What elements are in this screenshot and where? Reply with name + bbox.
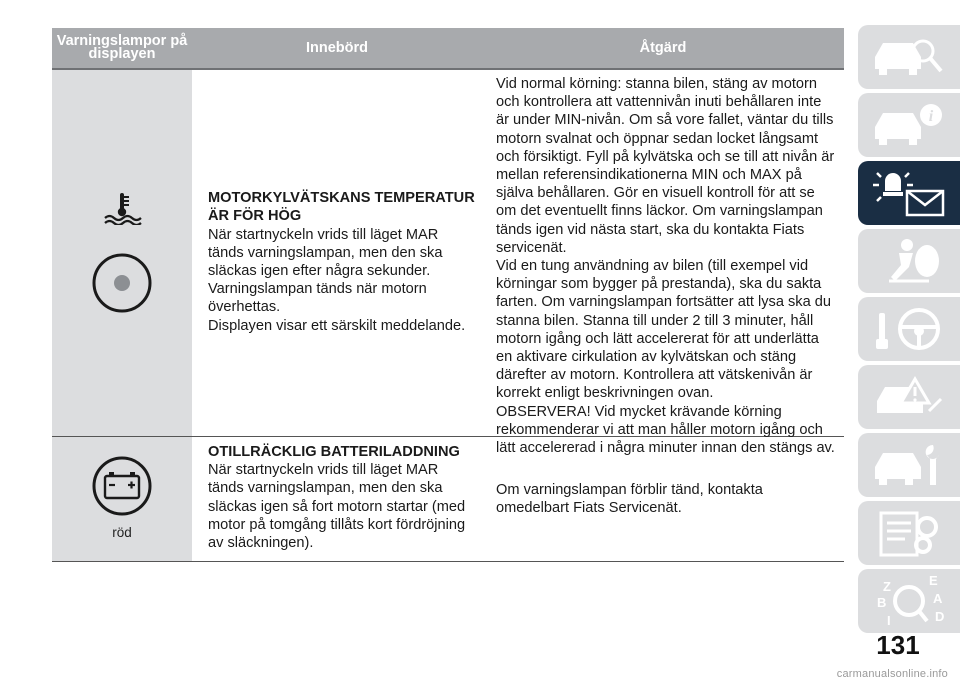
action-cell [482,437,844,561]
header-warning-lights: Varningslampor på displayen [56,33,188,62]
table-row-battery [52,437,844,562]
meaning-text: När startnyckeln vrids till läget MAR tänds varningslampan, men den ska släckas igen efter några sekunder. Varningslampan tänds när motorn överhettas. [208,226,443,316]
sidebar-tab-starting[interactable] [858,297,960,361]
meaning-cell [192,70,482,436]
table-header [52,28,844,70]
steering-wheel-start-icon [869,303,949,355]
svg-text:D: D [935,609,945,624]
action-text: Om varningslampan förblir tänd, kontakta omedelbart Fiats Servicenät. [496,481,763,516]
car-maintenance-icon [869,439,949,491]
battery-icon-wrap [90,454,154,523]
sidebar-tab-emergency[interactable] [858,365,960,429]
warning-light-message-icon [867,165,951,221]
sidebar-tab-safety[interactable] [858,229,960,293]
sidebar-tab-car-info[interactable] [858,93,960,157]
meaning-text: När startnyckeln vrids till läget MAR tänds varningslampan, men den ska släckas igen så fort motorn startar (med motor på tomgång tillåts kort fördröjning av släckningen). [208,462,466,552]
header-meaning: Innebörd [305,39,369,56]
header-action: Åtgärd [639,39,687,56]
meaning-text: Displayen visar ett särskilt meddelande. [208,317,466,334]
sidebar-tab-car-search[interactable] [858,25,960,89]
airbag-safety-icon [869,235,949,287]
svg-text:I: I [887,613,891,628]
svg-text:B: B [877,595,887,610]
svg-text:A: A [933,591,943,606]
svg-text:i: i [928,108,934,125]
technical-data-icon [869,507,949,559]
coolant-temperature-icon [102,191,142,225]
meaning-cell [192,437,482,561]
warning-title: OTILLRÄCKLIG BATTERILADDNING [208,444,460,460]
sidebar-tab-technical-data[interactable] [858,501,960,565]
alphabetical-index-icon [869,573,949,629]
car-info-icon [869,99,949,151]
action-text: Vid normal körning: stanna bilen, stäng av motorn och kontrollera att vattennivån inuti behållaren inte är under MIN-nivån. Om så vore fallet, väntar du tills motorn svalnat och öppnar sedan locket långsamt och försiktigt. Fyll på kylvätska och se till att nivån är mellan referensindikationerna MIN och MAX på själva behållaren. Gör en visuell kontroll för att se om det eventuellt finns läckor. Om varningslampan tänds igen vid nästa start, ska du kontakta Fiats servicenät. [496,76,835,256]
svg-text:Z: Z [883,579,891,594]
color-label: röd [112,525,132,540]
warning-title: MOTORKYLVÄTSKANS TEMPERATUR [208,190,475,207]
watermark: carmanualsonline.info [836,668,948,680]
warning-title-line2: ÄR FÖR HÖG [208,208,302,225]
car-emergency-icon [869,371,949,423]
sidebar-tab-warning-lights[interactable] [858,161,960,225]
sidebar-tab-maintenance[interactable] [858,433,960,497]
warning-lights-table [52,28,844,562]
action-cell [482,70,844,457]
svg-text:E: E [929,573,938,588]
display-circle-icon [90,251,154,315]
page-number: 131 [876,630,920,660]
icon-cell [52,70,192,436]
car-search-icon [869,31,949,83]
icon-cell [52,437,192,561]
sidebar-tab-index[interactable] [858,569,960,633]
battery-icon [90,454,154,518]
action-text: Vid en tung användning av bilen (till exempel vid körningar som bygger på prestanda), ska du sakta farten. Om varningslampan fortsätter att lysa ska du stanna bilen. Stanna till under 2 till 3 minuter, håll motorn igång och lätt accelererat för att underlätta en aktivare cirkulation av kylvätskan och stäng därefter av motorn. Kontrollera att vätskenivån är korrekt enligt beskrivningen ovan. [496,258,831,402]
action-text: OBSERVERA! Vid mycket krävande körning rekommenderar vi att man håller motorn igång och lätt accelererad i några minuter innan den stängs av. [496,403,835,457]
